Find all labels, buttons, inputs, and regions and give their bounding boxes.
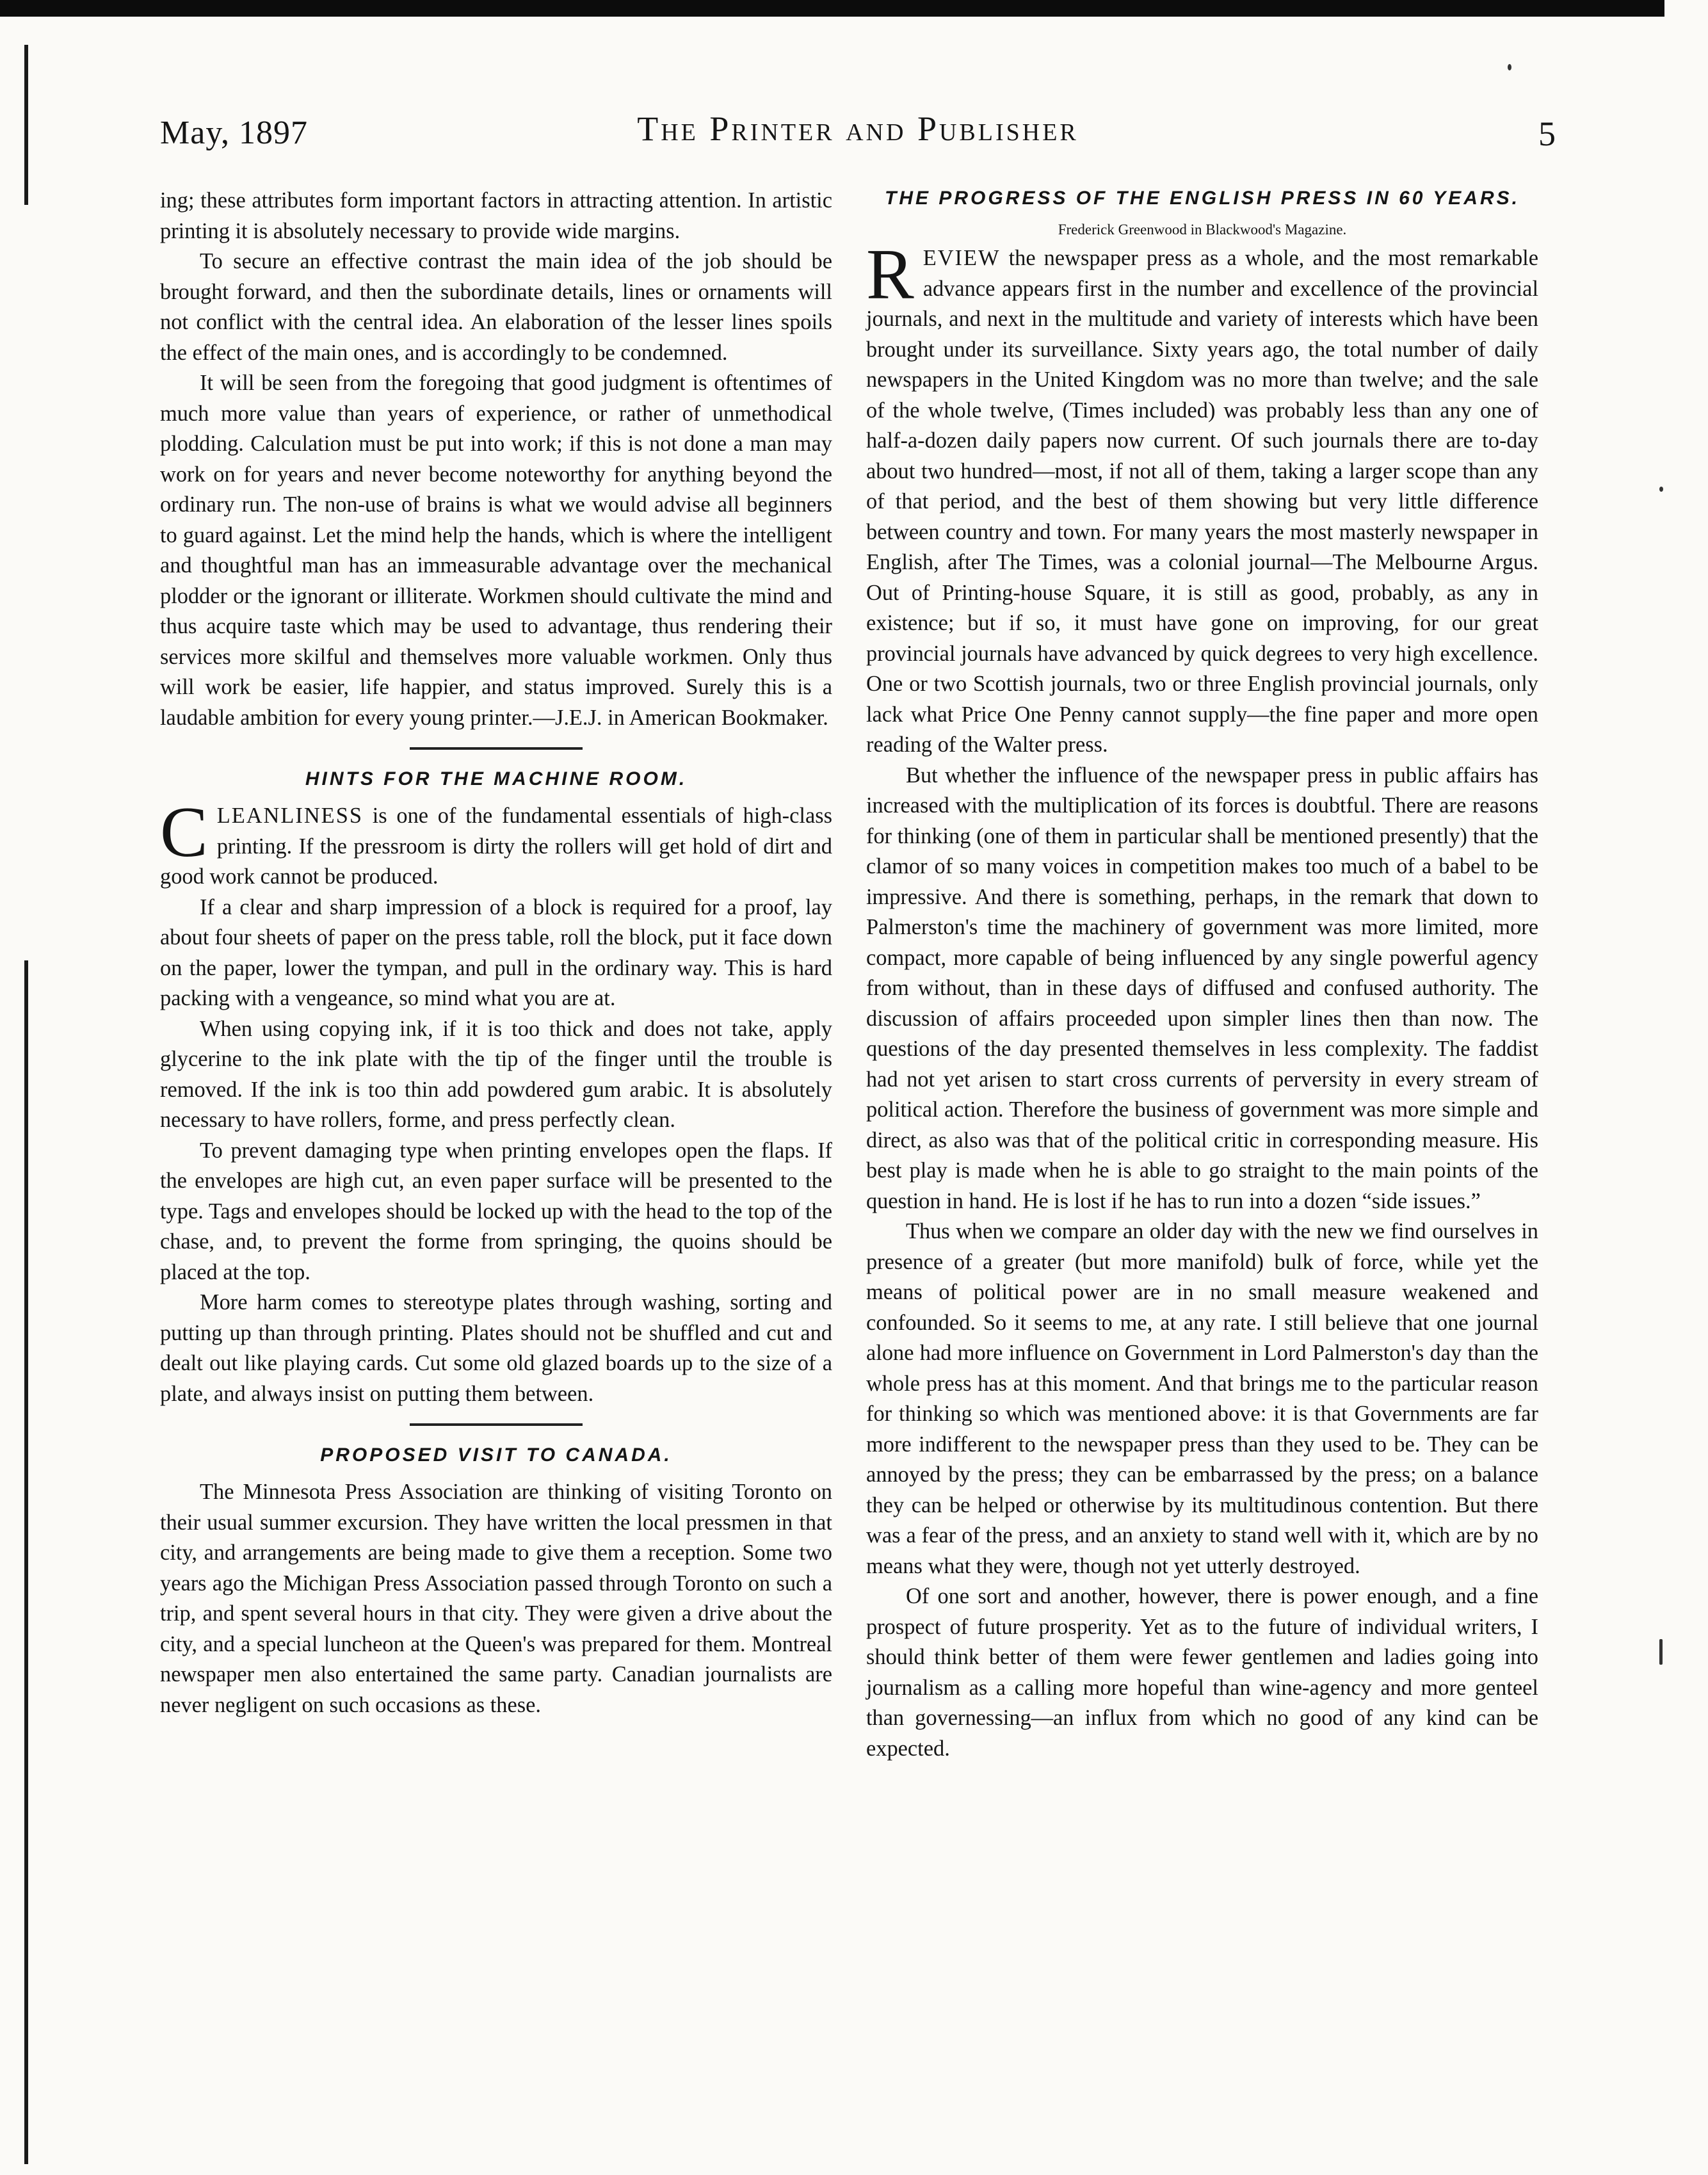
article-paragraph: When using copying ink, if it is too thick and does not take, apply glycerine to the ink plate with the tip of the finger until the trouble is removed. If the ink is too thin add powdered gum arabic. It is absolutely necessary to have rollers, forme, and press perfectly clean. — [160, 1016, 832, 1132]
lead-text: the newspaper press as a whole, and the most remarkable advance appears first in the number and excellence of the provincial journals, and next in the multitude and variety of interests which have been brought under its surveillance. Sixty years ago, the total number of daily newspapers in the United Kingdom was no more than twelve; and the sale of the whole twelve, (Times included) was probably less than any one of half-a-dozen daily papers now current. Of such journals there are to-day about two hundred—most, if not all of them, taking a larger scope than any of that period, and the best of them showing but very little difference between country and town. For many years the most masterly newspaper in English, after The Times, was a colonial journal—The Melbourne Argus. Out of Printing-house Square, it is still as good, probably, as any in existence; but if so, it must have gone on improving, for our great provincial journals have advanced by quick degrees to very high excellence. One or two Scottish journals, two or three English provincial journals, only lack what Price One Penny cannot supply—the fine paper and more open reading of the Walter press. — [866, 246, 1538, 757]
section-divider — [410, 1423, 583, 1426]
issue-date: May, 1897 — [160, 115, 308, 151]
lead-text: is one of the fundamental essentials of high-class printing. If the pressroom is dirty the rollers will get hold of dirt and good work cannot be produced. — [160, 804, 832, 889]
article-lead-paragraph — [160, 793, 832, 893]
article-heading-hints: HINTS FOR THE MACHINE ROOM. — [305, 768, 688, 789]
article-paragraph: More harm comes to stereotype plates through washing, sorting and putting up than through printing. Plates should not be shuffled and cut and dealt out like playing cards. Cut some old glazed boards up to the size of a plate, and always insist on putting them between. — [160, 1290, 832, 1406]
article-lead-paragraph — [866, 235, 1538, 761]
article-paragraph: The Minnesota Press Association are thinking of visiting Toronto on their usual summer excursion. They have written the local pressmen in that city, and arrangements are being made to give them a reception. Some two years ago the Michigan Press Association passed through Toronto on such a trip, and spent several hours in that city. They were given a drive about the city, and a special luncheon at the Queen's was prepared for them. Montreal newspaper men also entertained the same party. Canadian journalists are never negligent on such occasions as these. — [160, 1480, 832, 1717]
lead-caps: LEANLINESS — [216, 804, 363, 828]
article-paragraph: It will be seen from the foregoing that good judgment is oftentimes of much more value than years of experience, or rather of unmethodical plodding. Calculation must be put into work; if this is not done a man may work on for years and never become noteworthy for anything beyond the ordinary run. The non-use of brains is what we would advise all beginners to guard against. Let the mind help the hands, which is where the intelligent and thoughtful man has an immeasurable advantage over the mechanical plodder or the ignorant or illiterate. Workmen should cultivate the mind and thus acquire taste which may be used to advantage, thus rendering their services more skilful and themselves more valuable workmen. Only thus will work be easier, life happier, and status improved. Surely this is a laudable ambition for every young printer.—J.E.J. in American Bookmaker. — [160, 371, 832, 730]
scan-top-border — [0, 0, 1664, 17]
scan-speck — [1508, 64, 1511, 70]
article-heading-canada: PROPOSED VISIT TO CANADA. — [320, 1444, 672, 1466]
continued-paragraph: ing; these attributes form important factors in attracting attention. In artistic printing it is absolutely necessary to provide wide margins. — [160, 188, 832, 243]
section-divider — [410, 747, 583, 750]
scan-speck — [1659, 487, 1663, 492]
page-header — [160, 109, 1556, 166]
article-paragraph: But whether the influence of the newspaper press in public affairs has increased with the multiplication of its forces is doubtful. There are reasons for thinking (one of them in particular shall be mentioned presently) that the clamor of so many voices in competition makes too much of a babel to be impressive. And there is something, perhaps, in the remark that down to Palmerston's time the machinery of government was more limited, more compact, more capable of being influenced by any single powerful agency from without, than in these days of diffused and confused authority. The discussion of affairs proceeded upon simpler lines then than now. The questions of the day presented themselves in less complexity. The faddist had not yet arisen to start cross currents of perversity in every stream of political action. Therefore the business of government was more simple and direct, as also was that of the political critic in corresponding measure. His best play is made when he is able to go straight to the main points of the question in hand. He is lost if he has to run into a dozen “side issues.” — [866, 763, 1538, 1213]
drop-cap: C — [160, 793, 208, 872]
article-paragraph: Thus when we compare an older day with the new we find ourselves in presence of a greater (but more manifold) bulk of force, while yet the means of political power are in no small measure weakened and confounded. So it seems to me, at any rate. I still believe that one journal alone had more influence on Government in Lord Palmerston's day than the whole press has at this moment. And that brings me to the particular reason for thinking so which was mentioned above: it is that Governments are far more indifferent to the newspaper press than they used to be. They can be annoyed by the press; they can be embarrassed by the press; on a balance they can be helped or otherwise by its multitudinous contention. But there was a fear of the press, and an anxiety to stand well with it, which are by no means what they were, though not yet utterly destroyed. — [866, 1219, 1538, 1578]
article-paragraph: If a clear and sharp impression of a block is required for a proof, lay about four sheets of paper on the press table, roll the block, put it face down on the paper, lower the tympan, and pull in the ordinary way. This is hard packing with a vengeance, so mind what you are at. — [160, 894, 832, 1010]
drop-cap: R — [866, 235, 914, 314]
scan-edge-mark-top — [24, 45, 28, 205]
scan-speck — [1659, 1639, 1663, 1665]
article-paragraph: To prevent damaging type when printing envelopes open the flaps. If the envelopes are high cut, an even paper surface will be presented to the type. Tags and envelopes should be locked up with the head to the top of the chase, and, to prevent the forme from springing, the quoins should be placed at the top. — [160, 1138, 832, 1284]
publication-title: The Printer and Publisher — [637, 109, 1079, 148]
left-column — [160, 186, 832, 1720]
lead-caps: EVIEW — [922, 246, 1001, 270]
page-number: 5 — [1538, 115, 1556, 153]
article-heading-english-press: THE PROGRESS OF THE ENGLISH PRESS IN 60 YEARS. — [885, 188, 1520, 209]
article-byline: Frederick Greenwood in Blackwood's Magazine. — [1058, 222, 1347, 238]
scan-edge-mark-bottom — [24, 960, 28, 2164]
article-paragraph: Of one sort and another, however, there is power enough, and a fine prospect of future prosperity. Yet as to the future of individual writers, I should think better of them were fewer gentlemen and ladies going into journalism as a calling more hopeful than wine-agency and more genteel than governessing—an influx from which no good of any kind can be expected. — [866, 1584, 1538, 1761]
article-paragraph: To secure an effective contrast the main idea of the job should be brought forward, and then the subordinate details, lines or ornaments will not conflict with the central idea. An elaboration of the lesser lines spoils the effect of the main ones, and is accordingly to be condemned. — [160, 249, 832, 365]
right-column — [866, 186, 1538, 1764]
